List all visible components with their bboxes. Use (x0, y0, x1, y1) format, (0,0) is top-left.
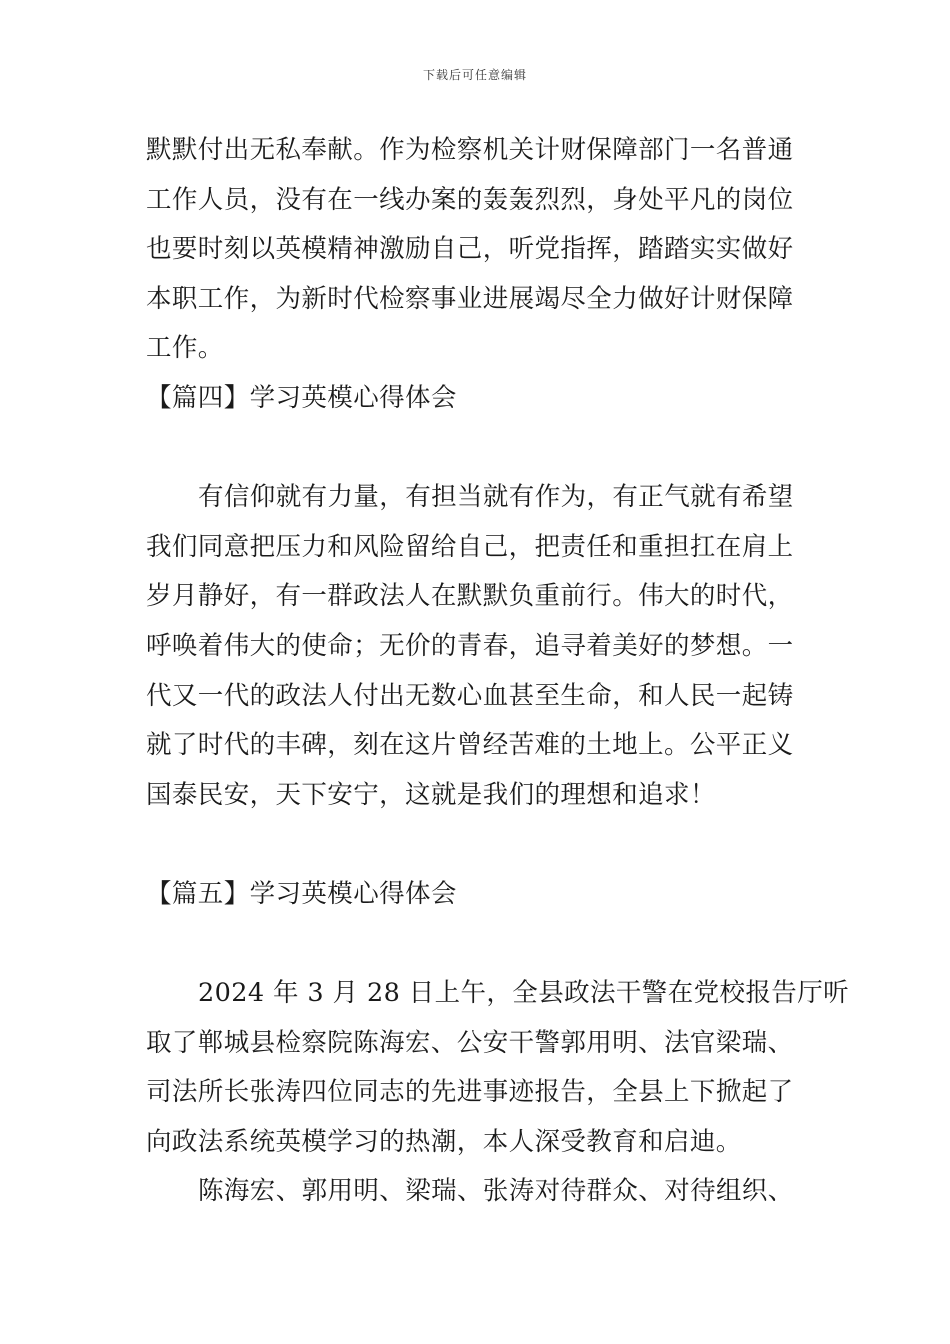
section-heading: 【篇五】学习英模心得体会 (146, 878, 457, 909)
paragraph-line: 2024 年 3 月 28 日上午，全县政法干警在党校报告厅听 (198, 978, 849, 1009)
document-body (146, 126, 849, 1217)
paragraph-line: 就了时代的丰碑，刻在这片曾经苦难的土地上。公平正义 (146, 730, 794, 761)
paragraph-line: 我们同意把压力和风险留给自己，把责任和重担扛在肩上 (146, 531, 794, 562)
section-heading: 【篇四】学习英模心得体会 (146, 382, 457, 413)
paragraph-line: 陈海宏、郭用明、梁瑞、张涛对待群众、对待组织、 (198, 1176, 794, 1207)
paragraph-line: 工作人员，没有在一线办案的轰轰烈烈，身处平凡的岗位 (146, 184, 794, 215)
paragraph-line: 也要时刻以英模精神激励自己，听党指挥，踏踏实实做好 (146, 234, 794, 265)
paragraph-line: 代又一代的政法人付出无数心血甚至生命，和人民一起铸 (146, 680, 794, 711)
paragraph-line: 有信仰就有力量，有担当就有作为，有正气就有希望 (198, 482, 794, 513)
paragraph-line: 司法所长张涛四位同志的先进事迹报告，全县上下掀起了 (146, 1077, 794, 1108)
paragraph-line: 国泰民安，天下安宁，这就是我们的理想和追求！ (146, 779, 716, 810)
paragraph-line: 岁月静好，有一群政法人在默默负重前行。伟大的时代， (146, 581, 794, 612)
paragraph-line: 本职工作，为新时代检察事业进展竭尽全力做好计财保障 (146, 283, 794, 314)
blank-line (146, 920, 806, 970)
paragraph-line: 呼唤着伟大的使命；无价的青春，追寻着美好的梦想。一 (146, 630, 794, 661)
page-header: 下载后可任意编辑 (422, 68, 527, 82)
paragraph-line: 工作。 (146, 333, 224, 364)
blank-line (146, 424, 806, 474)
paragraph-line: 默默付出无私奉献。作为检察机关计财保障部门一名普通 (146, 135, 794, 165)
blank-line (146, 820, 806, 870)
paragraph-line: 取了郸城县检察院陈海宏、公安干警郭用明、法官梁瑞、 (146, 1027, 794, 1058)
paragraph-line: 向政法系统英模学习的热潮，本人深受教育和启迪。 (146, 1126, 742, 1157)
